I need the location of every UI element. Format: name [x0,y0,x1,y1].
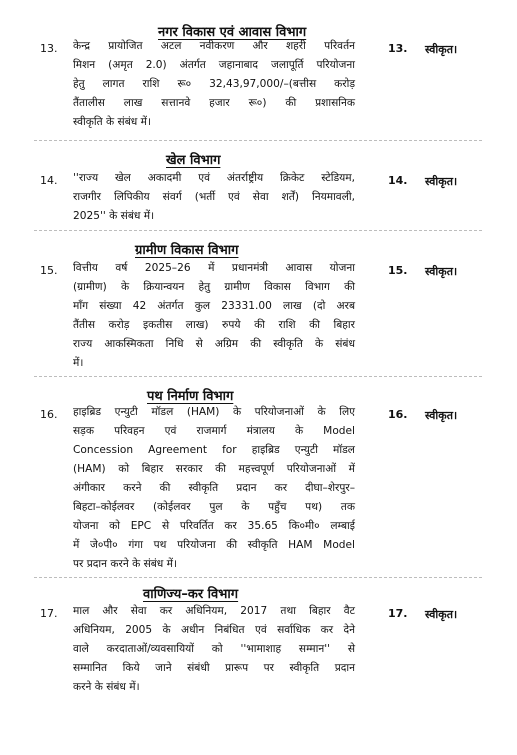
description-line: सम्मानित किये जाने संबंधी प्रारूप पर स्वीकृति प्रदान [73,662,355,674]
department-heading: नगर विकास एवं आवास विभाग [158,25,307,40]
reference-number: 15. [388,264,408,277]
description-line: 2025'' के संबंध में। [73,210,155,222]
item-number: 14. [40,174,58,187]
department-heading: ग्रामीण विकास विभाग [135,243,239,258]
item-number: 15. [40,264,58,277]
department-heading: खेल विभाग [166,153,221,168]
description-line: पर प्रदान करने के संबंध में। [73,558,178,570]
description-line: बिहटा–कोईलवर (कोईलवर पुल के पहुँच पथ) तक [73,501,355,513]
description-line: माल और सेवा कर अधिनियम, 2017 तथा बिहार वैट [73,605,355,617]
description-line: हाइब्रिड एन्युटी मॉडल (HAM) के परियोजनाओं के लिए [73,406,355,418]
department-heading: वाणिज्य–कर विभाग [143,587,239,602]
section-divider [34,577,482,578]
description-line: सड़क परिवहन एवं राजमार्ग मंत्रालय के Model [73,425,355,437]
description-line: केन्द्र प्रायोजित अटल नवीकरण और शहरी परिवर्तन [73,40,355,52]
description-line: मिशन (अमृत 2.0) अंतर्गत जहानाबाद जलापूर्ति परियोजना [73,59,355,71]
item-description [73,259,355,373]
approval-status: स्वीकृत। [425,43,458,56]
item-description [73,37,355,132]
description-line: में जे०पी० गंगा पथ परियोजना की स्वीकृति HAM Model [73,539,355,551]
description-line: तैंतीस करोड़ इकतीस लाख) रुपये की राशि की बिहार [73,319,355,331]
item-number: 13. [40,42,58,55]
description-line: राज्य आकस्मिकता निधि से अग्रिम की स्वीकृति के संबंध [73,338,355,350]
section-divider [34,230,482,231]
description-line: राजगीर लिपिकीय संवर्ग (भर्ती एवं सेवा शर्तें) नियमावली, [73,191,355,203]
approval-status: स्वीकृत। [425,409,458,422]
item-number: 17. [40,607,58,620]
description-line: तैंतालीस लाख सत्तानवे हजार रू०) की प्रशासनिक [73,97,355,109]
description-line: (HAM) को बिहार सरकार की महत्त्वपूर्ण परियोजनाओं में [73,463,355,475]
description-line: (ग्रामीण) के क्रियान्वयन हेतु ग्रामीण विकास विभाग की [73,281,355,293]
section-divider [34,140,482,141]
description-line: माँग संख्या 42 अंतर्गत कुल 23331.00 लाख (दो अरब [73,300,355,312]
department-heading: पथ निर्माण विभाग [147,389,234,404]
item-description [73,602,355,697]
description-line: अधिनियम, 2005 के अधीन निबंधित एवं सर्वाधिक कर देने [73,624,355,636]
description-line: वित्तीय वर्ष 2025–26 में प्रधानमंत्री आवास योजना [73,262,355,274]
item-description [73,403,355,574]
description-line: ''राज्य खेल अकादमी एवं अंतर्राष्ट्रीय क्रिकेट स्टेडियम, [73,172,355,184]
approval-status: स्वीकृत। [425,265,458,278]
approval-status: स्वीकृत। [425,175,458,188]
description-line: हेतु लागत राशि रू० 32,43,97,000/–(बत्तीस करोड़ [73,78,355,90]
description-line: करने के संबंध में। [73,681,140,693]
reference-number: 14. [388,174,408,187]
section-divider [34,376,482,377]
reference-number: 17. [388,607,408,620]
description-line: योजना को EPC से परिवर्तित कर 35.65 कि०मी० लम्बाई [73,520,355,532]
approval-status: स्वीकृत। [425,608,458,621]
item-description [73,169,355,226]
description-line: वाले करदाताओं/व्यवसायियों को ''भामाशाह सम्मान'' से [73,643,355,655]
reference-number: 16. [388,408,408,421]
description-line: Concession Agreement for हाइब्रिड एन्युटी मॉडल [73,444,355,456]
item-number: 16. [40,408,58,421]
description-line: में। [73,357,84,369]
reference-number: 13. [388,42,408,55]
description-line: अंगीकार करने की स्वीकृति प्रदान कर दीघा–शेरपुर– [73,482,355,494]
description-line: स्वीकृति के संबंध में। [73,116,151,128]
